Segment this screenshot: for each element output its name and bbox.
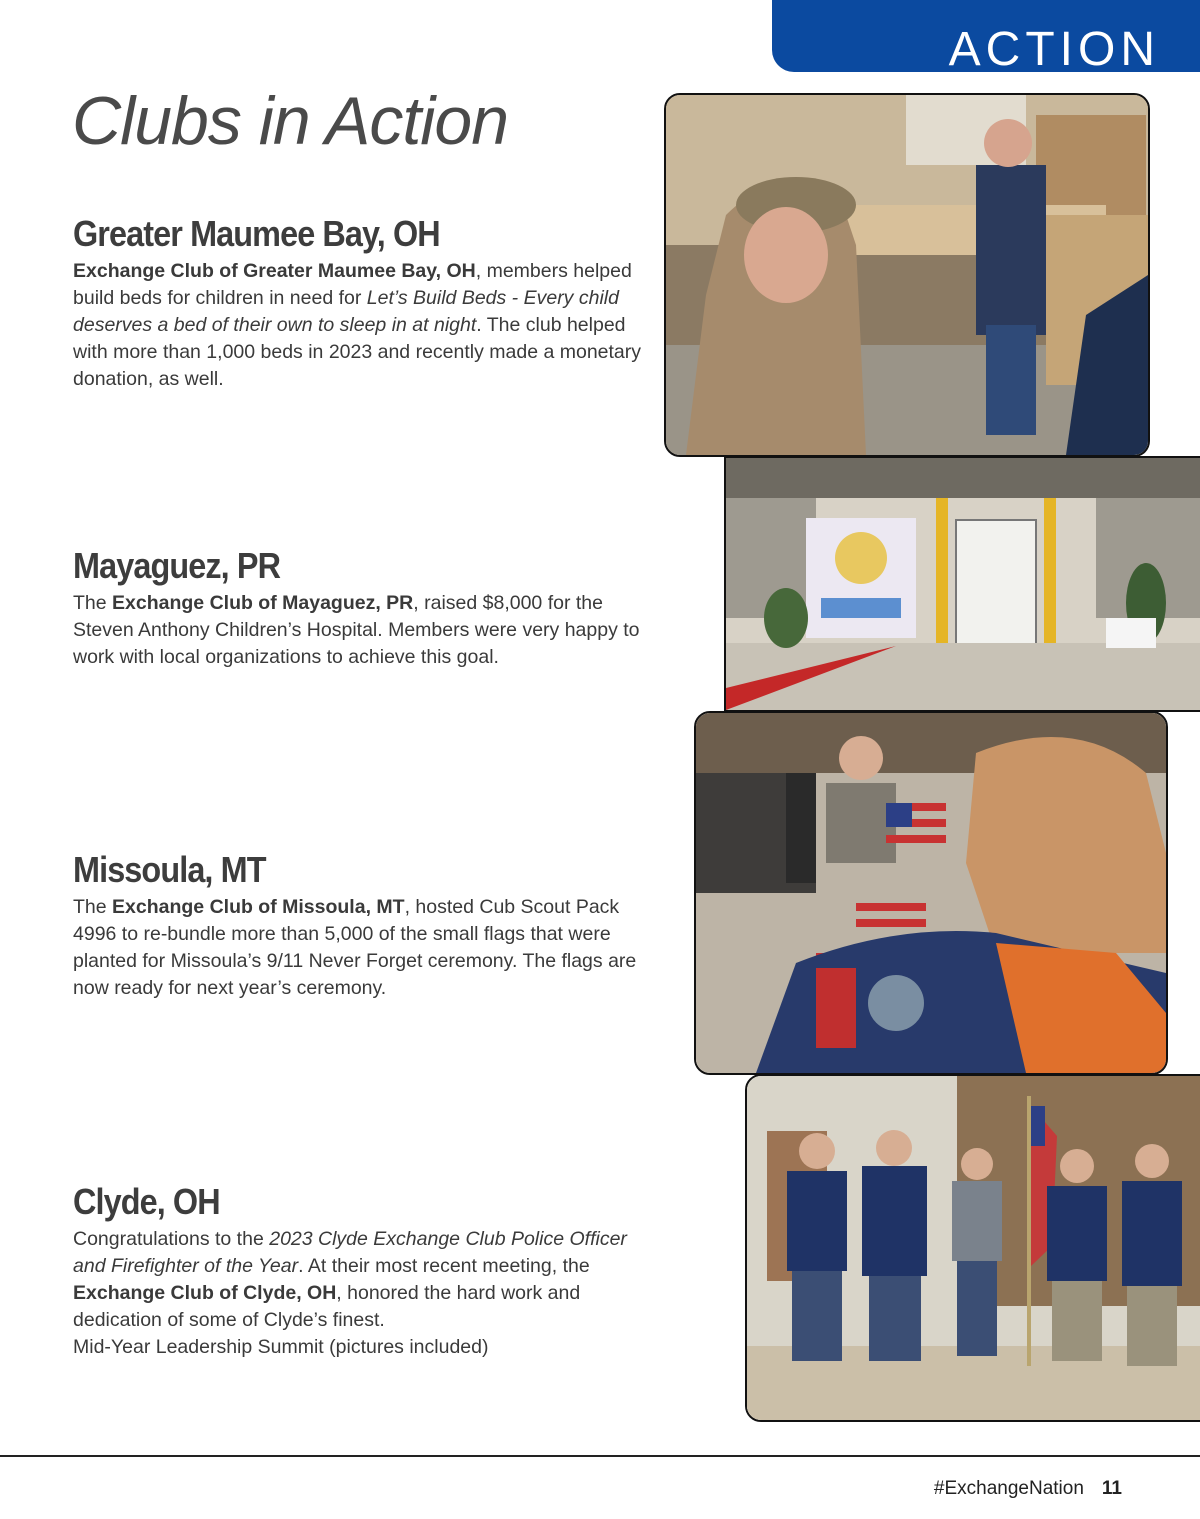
page-number: 11 [1101, 1478, 1122, 1499]
photo-cub-scout-flags [694, 711, 1168, 1075]
photo-hospital-lobby [724, 456, 1200, 712]
club-story-mayaguez [73, 546, 648, 671]
club-name: Exchange Club of Clyde, OH [73, 1282, 337, 1304]
club-name: Exchange Club of Mayaguez, PR [112, 592, 414, 614]
club-description: Congratulations to the 2023 Clyde Exchange Club Police Officer and Firefighter of the Year. At their most recent meeting, the Exchange Club of Clyde, OH, honored the hard work and dedication of some of Clyde’s finest. [73, 1228, 627, 1331]
club-heading: Missoula, MT [73, 849, 266, 890]
club-description: Exchange Club of Greater Maumee Bay, OH, members helped build beds for children in need for Let’s Build Beds - Every child deserves a bed of their own to sleep in at night. The club helped with more than 1,000 beds in 2023 and recently made a monetary donation, as well. [73, 260, 642, 390]
section-tab-label: ACTION [948, 23, 1160, 76]
club-name: Exchange Club of Greater Maumee Bay, OH [73, 260, 476, 282]
photo-police-firefighter-awards [745, 1074, 1200, 1422]
footer-hashtag: #ExchangeNation [933, 1478, 1084, 1499]
club-story-greater-maumee-bay [73, 214, 648, 393]
page-title: Clubs in Action [72, 83, 509, 159]
photo-bed-building-workshop [664, 93, 1150, 457]
page-footer [934, 1478, 1122, 1500]
club-heading: Clyde, OH [73, 1181, 220, 1222]
club-heading: Mayaguez, PR [73, 545, 281, 586]
club-description: The Exchange Club of Missoula, MT, hosted Cub Scout Pack 4996 to re-bundle more than 5,000 of the small flags that were planted for Missoula’s 9/11 Never Forget ceremony. The flags are now ready for next year’s ceremony. [73, 896, 637, 999]
club-story-missoula [73, 850, 653, 1002]
club-story-clyde [73, 1182, 633, 1361]
footer-divider [0, 1455, 1200, 1457]
club-note: Mid-Year Leadership Summit (pictures included) [73, 1336, 489, 1358]
club-description: The Exchange Club of Mayaguez, PR, raised $8,000 for the Steven Anthony Children’s Hospital. Members were very happy to work with local organizations to achieve this goal. [73, 592, 640, 668]
club-heading: Greater Maumee Bay, OH [73, 213, 440, 254]
club-name: Exchange Club of Missoula, MT [112, 896, 405, 918]
section-tab [772, 0, 1200, 76]
